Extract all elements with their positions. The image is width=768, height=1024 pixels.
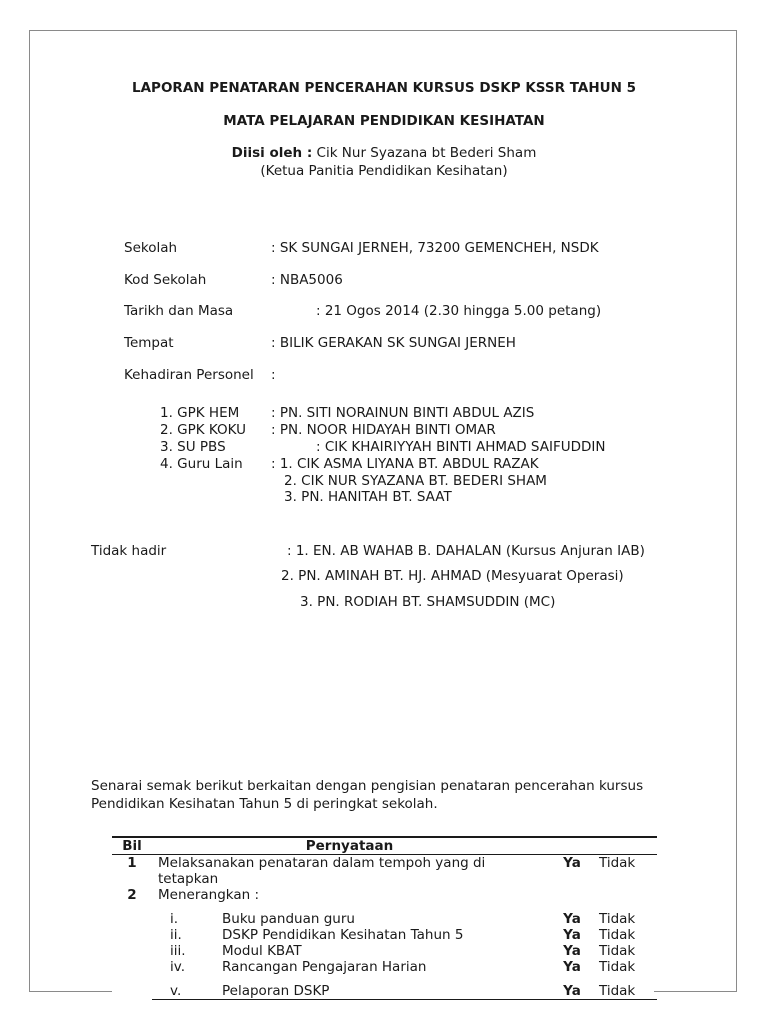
ya-option[interactable]: Ya	[563, 911, 581, 927]
intro-line: Pendidikan Kesihatan Tahun 5 di peringkat sekolah.	[91, 796, 438, 812]
sekolah-value: : SK SUNGAI JERNEH, 73200 GEMENCHEH, NSDK	[271, 240, 599, 256]
row-statement-line: tetapkan	[158, 871, 219, 887]
tidak-hadir-item: 3. PN. RODIAH BT. SHAMSUDDIN (MC)	[300, 594, 556, 610]
kod-sekolah-label: Kod Sekolah	[124, 272, 207, 288]
tarikh-label: Tarikh dan Masa	[124, 303, 234, 319]
sub-item-text: Modul KBAT	[222, 943, 302, 959]
sub-item	[152, 911, 547, 927]
tidak-option[interactable]: Tidak	[599, 855, 636, 871]
col-statement-header: Pernyataan	[152, 837, 547, 855]
personnel-role: 4. Guru Lain	[160, 456, 243, 472]
sub-item-num: iv.	[170, 959, 185, 975]
sub-item-text: Rancangan Pengajaran Harian	[222, 959, 427, 975]
row-statement: Menerangkan :	[158, 887, 260, 903]
sub-item	[152, 959, 547, 983]
col-ya-header	[547, 837, 597, 855]
personnel-role: 1. GPK HEM	[160, 405, 240, 421]
col-tidak-header	[597, 837, 657, 855]
ya-option[interactable]: Ya	[563, 927, 581, 943]
personnel-name: : 1. CIK ASMA LIYANA BT. ABDUL RAZAK	[271, 456, 539, 472]
guru-lain-item: 2. CIK NUR SYAZANA BT. BEDERI SHAM	[284, 473, 547, 489]
report-title: LAPORAN PENATARAN PENCERAHAN KURSUS DSKP KSSR TAHUN 5	[132, 80, 636, 96]
table-row	[112, 943, 657, 959]
tidak-hadir-label: Tidak hadir	[91, 543, 167, 559]
personnel-name: : CIK KHAIRIYYAH BINTI AHMAD SAIFUDDIN	[316, 439, 606, 455]
ya-option[interactable]: Ya	[563, 959, 581, 975]
sub-item-text: Pelaporan DSKP	[222, 983, 330, 999]
ya-option[interactable]: Ya	[563, 943, 581, 959]
sub-item-text: Buku panduan guru	[222, 911, 355, 927]
sub-item	[152, 983, 547, 1000]
table-row	[112, 855, 657, 888]
kehadiran-value: :	[271, 367, 276, 383]
personnel-role: 2. GPK KOKU	[160, 422, 247, 438]
intro-line: Senarai semak berikut berkaitan dengan pengisian penataran pencerahan kursus	[91, 778, 644, 794]
table-row	[112, 959, 657, 983]
kehadiran-label: Kehadiran Personel	[124, 367, 254, 383]
filled-by-line	[0, 145, 768, 161]
tidak-option[interactable]: Tidak	[599, 927, 636, 943]
table-row	[112, 983, 657, 1000]
sub-item-num: i.	[170, 911, 179, 927]
tidak-option[interactable]: Tidak	[599, 943, 636, 959]
row-statement-line: Melaksanakan penataran dalam tempoh yang di	[158, 855, 486, 871]
checklist-table	[112, 836, 657, 1000]
col-bil-header: Bil	[112, 837, 152, 855]
table-row	[112, 887, 657, 911]
row-statement	[152, 855, 547, 888]
ya-option[interactable]: Ya	[563, 855, 581, 871]
sub-item	[152, 943, 547, 959]
tarikh-value: : 21 Ogos 2014 (2.30 hingga 5.00 petang)	[316, 303, 602, 319]
tidak-option[interactable]: Tidak	[599, 911, 636, 927]
personnel-role: 3. SU PBS	[160, 439, 226, 455]
guru-lain-item: 3. PN. HANITAH BT. SAAT	[284, 489, 452, 505]
row-bil: 1	[127, 855, 137, 871]
sub-item	[152, 927, 547, 943]
table-row	[112, 911, 657, 927]
tidak-option[interactable]: Tidak	[599, 959, 636, 975]
tidak-option[interactable]: Tidak	[597, 983, 657, 1000]
filled-by-name: Cik Nur Syazana bt Bederi Sham	[312, 145, 537, 161]
tempat-label: Tempat	[124, 335, 174, 351]
filled-by-label: Diisi oleh :	[231, 145, 313, 161]
table-header-row	[112, 837, 657, 855]
row-bil: 2	[127, 887, 137, 903]
filled-by-role: (Ketua Panitia Pendidikan Kesihatan)	[260, 163, 508, 179]
personnel-name: : PN. SITI NORAINUN BINTI ABDUL AZIS	[271, 405, 535, 421]
tidak-hadir-item: : 1. EN. AB WAHAB B. DAHALAN (Kursus Anjuran IAB)	[287, 543, 645, 559]
subject-title: MATA PELAJARAN PENDIDIKAN KESIHATAN	[223, 113, 545, 129]
sekolah-label: Sekolah	[124, 240, 178, 256]
sub-item-num: v.	[170, 983, 182, 999]
ya-option[interactable]: Ya	[547, 983, 597, 1000]
sub-item-text: DSKP Pendidikan Kesihatan Tahun 5	[222, 927, 464, 943]
kod-sekolah-value: : NBA5006	[271, 272, 343, 288]
table-row	[112, 927, 657, 943]
tempat-value: : BILIK GERAKAN SK SUNGAI JERNEH	[271, 335, 516, 351]
personnel-name: : PN. NOOR HIDAYAH BINTI OMAR	[271, 422, 496, 438]
sub-item-num: ii.	[170, 927, 182, 943]
sub-item-num: iii.	[170, 943, 186, 959]
tidak-hadir-item: 2. PN. AMINAH BT. HJ. AHMAD (Mesyuarat Operasi)	[281, 568, 624, 584]
